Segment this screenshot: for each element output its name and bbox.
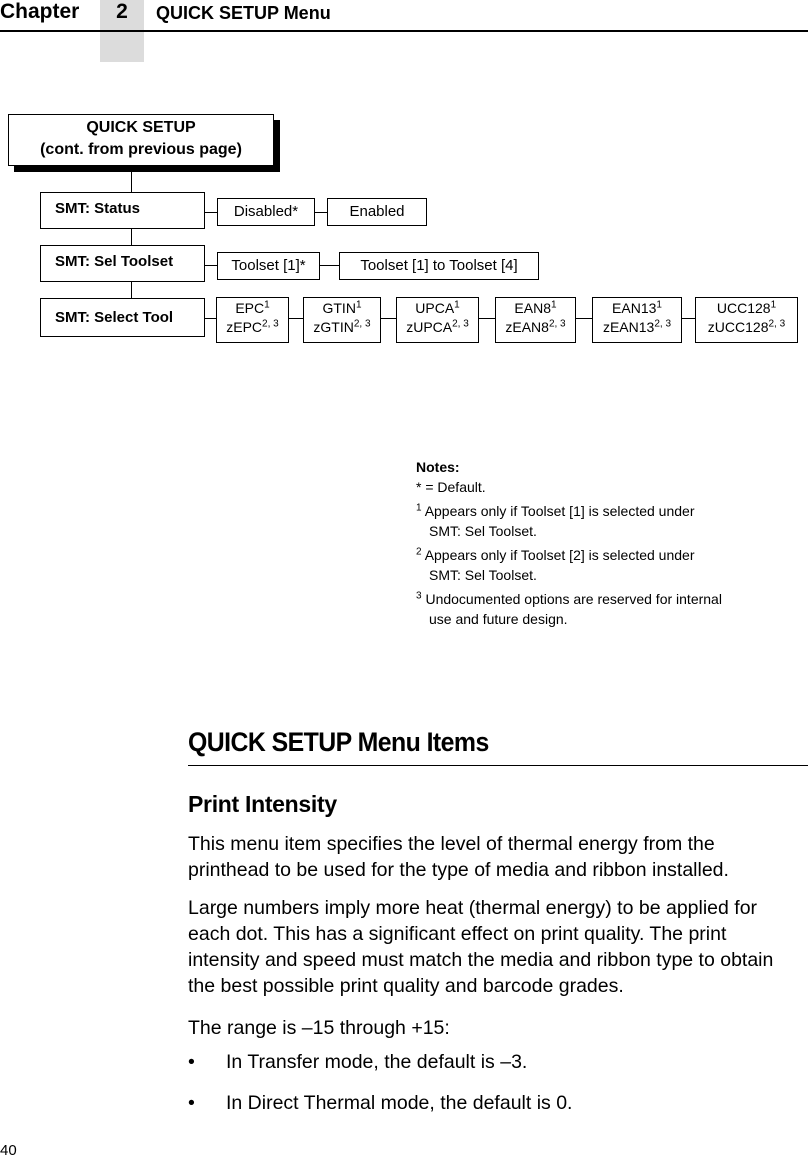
connector-horizontal	[205, 318, 216, 319]
paragraph: The range is –15 through +15:	[188, 1017, 450, 1039]
tool-option-epc: EPC$^1$ zEPC$^{2, 3}$	[216, 297, 289, 343]
header-rule	[0, 30, 808, 32]
note-default: * = Default.	[416, 479, 486, 495]
option-toolset-1: Toolset [1]*	[217, 252, 320, 280]
connector-horizontal	[682, 318, 695, 319]
option-toolset-range: Toolset [1] to Toolset [4]	[339, 252, 539, 280]
connector-horizontal	[205, 212, 217, 213]
connector-horizontal	[205, 265, 217, 266]
connector-horizontal	[320, 265, 339, 266]
note-item: $^1$ Appears only if Toolset [1] is selected under	[416, 502, 695, 519]
smt-sel-toolset-box	[40, 245, 205, 282]
subheading-print-intensity: Print Intensity	[188, 791, 337, 817]
tool-option-gtin: GTIN$^1$ zGTIN$^{2, 3}$	[303, 297, 381, 343]
smt-status-label: SMT: Status	[55, 200, 141, 217]
note-item-continued: SMT: Sel Toolset.	[429, 523, 537, 539]
root-line-2: (cont. from previous page)	[40, 141, 242, 158]
section-heading: QUICK SETUP Menu Items	[188, 727, 489, 757]
bullet-icon: •	[188, 1092, 195, 1114]
note-item: $^3$ Undocumented options are reserved for internal	[416, 590, 722, 607]
root-line-1: QUICK SETUP	[86, 119, 196, 136]
tool-option-upca: UPCA$^1$ zUPCA$^{2, 3}$	[396, 297, 479, 343]
page-number: 40	[0, 1142, 17, 1159]
heading-rule	[188, 765, 808, 766]
paragraph: This menu item specifies the level of thermal energy from the printhead to be used for the type of media and ribbon installed.	[188, 833, 729, 881]
tool-option-ean13: $EAN13^1$ zEAN13$^{2, 3}$	[592, 297, 682, 343]
smt-sel-toolset-label: SMT: Sel Toolset	[55, 253, 174, 270]
option-enabled: Enabled	[327, 198, 427, 226]
note-item-continued: use and future design.	[429, 611, 568, 627]
bullet-icon: •	[188, 1051, 195, 1073]
connector-horizontal	[315, 212, 327, 213]
quick-setup-root-box	[8, 114, 274, 166]
chapter-number: 2	[116, 0, 128, 23]
chapter-label: Chapter	[0, 0, 80, 23]
smt-select-tool-label: SMT: Select Tool	[55, 309, 174, 326]
tool-option-ucc128: $UCC128^1$ zUCC128$^{2, 3}$	[695, 297, 798, 343]
notes-block	[416, 457, 796, 629]
smt-select-tool-box	[40, 298, 205, 337]
connector-vertical	[131, 229, 132, 246]
option-disabled: Disabled*	[217, 198, 315, 226]
connector-horizontal	[381, 318, 396, 319]
connector-horizontal	[289, 318, 303, 319]
notes-title: Notes:	[416, 459, 460, 475]
paragraph: Large numbers imply more heat (thermal energy) to be applied for each dot. This has a significant effect on print quality. The print intensity and speed must match the media and ribbon type to obtain the best possible print quality and barcode grades.	[188, 897, 774, 997]
note-item-continued: SMT: Sel Toolset.	[429, 567, 537, 583]
connector-vertical	[131, 281, 132, 298]
connector-horizontal	[479, 318, 495, 319]
tool-option-ean8: $EAN8^1$ zEAN8$^{2, 3}$	[495, 297, 576, 343]
connector-horizontal	[576, 318, 592, 319]
section-title: QUICK SETUP Menu	[156, 3, 331, 23]
note-item: $^2$ Appears only if Toolset [2] is selected under	[416, 546, 695, 563]
smt-status-box	[40, 192, 205, 229]
